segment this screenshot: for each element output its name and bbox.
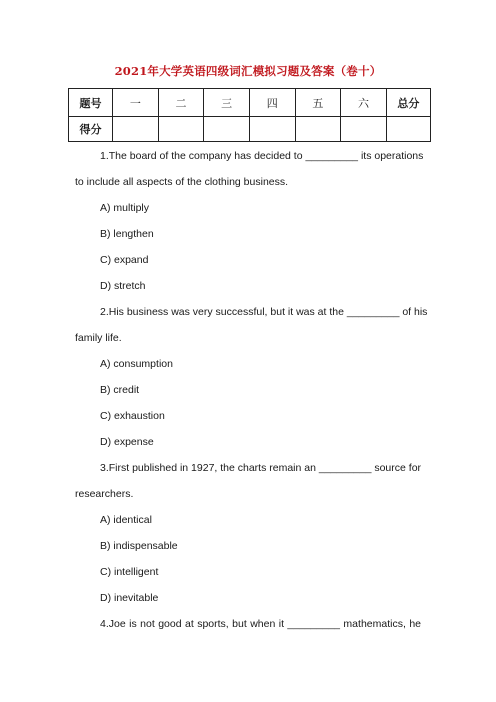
score-cell [295,117,341,142]
question-stem-line: 4.Joe is not good at sports, but when it _________ mathematics, he [100,618,421,630]
score-header-cell: 一 [113,89,159,117]
score-header-cell: 总分 [386,89,430,117]
score-cell [341,117,387,142]
answer-option: D) inevitable [100,592,159,604]
answer-option: A) identical [100,514,152,526]
score-cell [158,117,204,142]
score-row-label: 得分 [69,117,113,142]
document-title: 2021年大学英语四级词汇模拟习题及答案（卷十） [114,64,382,78]
answer-option: C) exhaustion [100,410,165,422]
score-cell [204,117,250,142]
question-stem-line: 2.His business was very successful, but it was at the _________ of his [100,306,428,318]
score-header-cell: 三 [204,89,250,117]
answer-option: C) intelligent [100,566,159,578]
score-table-score-row [69,117,431,142]
question-stem-line: researchers. [75,488,134,500]
score-cell [113,117,159,142]
answer-option: D) expense [100,436,154,448]
answer-option: B) lengthen [100,228,154,240]
answer-option: B) indispensable [100,540,178,552]
answer-option: A) consumption [100,358,173,370]
answer-option: D) stretch [100,280,146,292]
score-header-cell: 五 [295,89,341,117]
answer-option: B) credit [100,384,140,396]
answer-option: C) expand [100,254,149,266]
answer-option: A) multiply [100,202,150,214]
score-table-header-row [69,89,431,117]
score-cell [249,117,295,142]
score-cell [386,117,430,142]
score-header-cell: 二 [158,89,204,117]
score-header-cell: 四 [249,89,295,117]
question-stem-line: to include all aspects of the clothing business. [75,176,289,188]
question-stem-line: family life. [75,332,122,344]
question-stem-line: 1.The board of the company has decided to _________ its operations [100,150,424,162]
score-table [68,88,431,142]
question-stem-line: 3.First published in 1927, the charts remain an _________ source for [100,462,422,474]
score-header-cell: 六 [341,89,387,117]
score-header-cell: 题号 [69,89,113,117]
